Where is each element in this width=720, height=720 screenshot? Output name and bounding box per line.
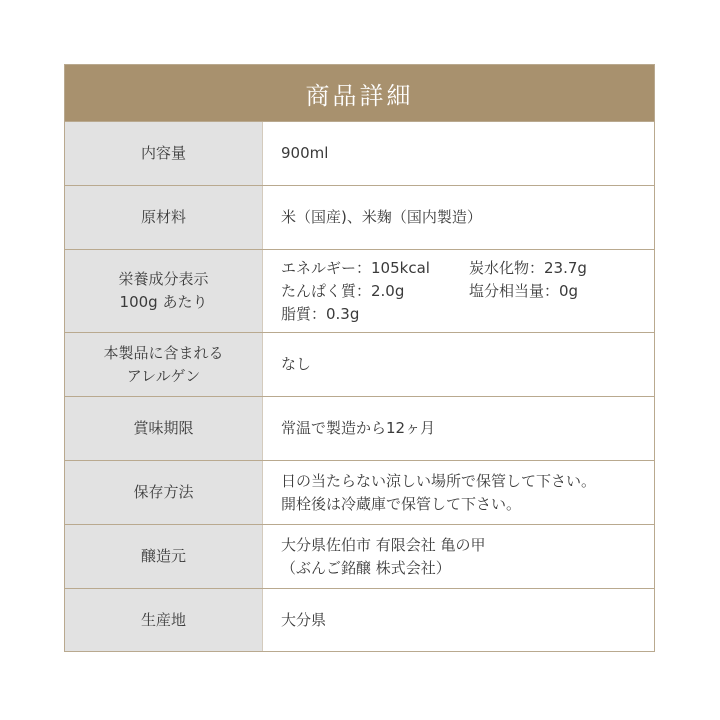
row-value: 大分県佐伯市 有限会社 亀の甲 （ぶんご銘醸 株式会社） [263,525,654,588]
nutrition-item: たんぱく質：2.0g [281,281,405,300]
row-value: 米（国産)、米麹（国内製造） [263,186,654,249]
product-details-table [64,64,655,652]
row-label: 生産地 [65,589,263,651]
row-value: 900ml [263,122,654,185]
row-volume [65,121,654,185]
row-label: 栄養成分表示 100g あたり [65,250,263,332]
row-value: 日の当たらない涼しい場所で保管して下さい。 開栓後は冷蔵庫で保管して下さい。 [263,461,654,524]
row-brewery [65,524,654,588]
row-ingredients [65,185,654,249]
row-label: 保存方法 [65,461,263,524]
row-best-before [65,396,654,460]
row-value: 常温で製造から12ヶ月 [263,397,654,460]
row-label: 醸造元 [65,525,263,588]
row-allergens [65,332,654,396]
row-label: 本製品に含まれる アレルゲン [65,333,263,396]
table-title: 商品詳細 [305,81,414,110]
row-label: 内容量 [65,122,263,185]
nutrition-item: エネルギー：105kcal [281,258,430,277]
nutrition-item [469,303,654,326]
row-nutrition [65,249,654,332]
row-value [263,250,654,332]
nutrition-item: 脂質：0.3g [281,304,360,323]
nutrition-grid [281,257,654,326]
row-label: 原材料 [65,186,263,249]
table-header [65,65,654,121]
row-label: 賞味期限 [65,397,263,460]
nutrition-item: 塩分相当量：0g [469,281,579,300]
row-storage [65,460,654,524]
row-value: 大分県 [263,589,654,651]
nutrition-item: 炭水化物：23.7g [469,258,587,277]
row-value: なし [263,333,654,396]
row-origin [65,588,654,651]
